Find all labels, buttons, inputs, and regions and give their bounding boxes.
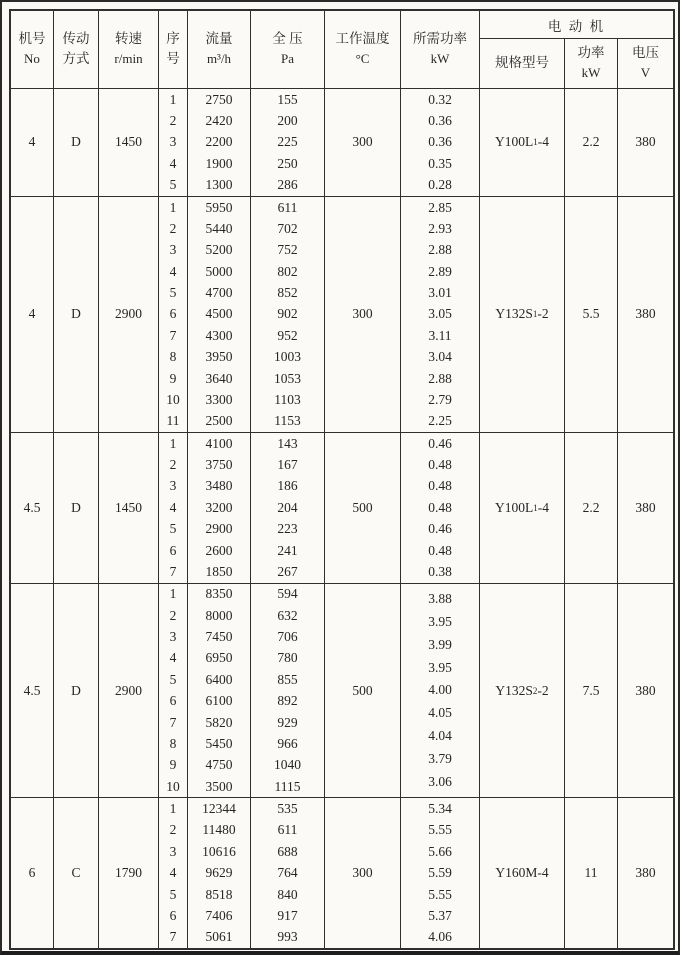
table-cell-value: 1 <box>169 199 177 215</box>
motor-model-base: Y160M <box>495 865 538 881</box>
table-cell-value: 241 <box>277 542 298 558</box>
power-column-staggered <box>401 584 480 798</box>
power-column <box>401 433 480 583</box>
table-cell-value: 6 <box>169 907 177 923</box>
table-cell-value: 1850 <box>205 563 233 579</box>
header-motor-model <box>480 39 565 88</box>
temp-cell: 500 <box>325 433 401 583</box>
header-label: 工作温度 <box>335 31 390 47</box>
table-cell-value: 702 <box>277 220 298 236</box>
machine-no-cell: 4.5 <box>11 584 54 798</box>
header-unit: Pa <box>281 51 294 67</box>
table-cell-value: 8 <box>169 349 177 365</box>
table-cell-value: 1053 <box>274 370 301 386</box>
table-cell-value: 1115 <box>274 778 301 794</box>
table-cell-value: 1900 <box>205 155 233 171</box>
table-cell-value: 8000 <box>205 607 233 623</box>
table-cell-value: 7450 <box>205 629 233 645</box>
speed-cell: 2900 <box>99 584 159 798</box>
header-unit: r/min <box>114 51 143 67</box>
table-cell-value: 5000 <box>205 263 233 279</box>
pressure-column <box>251 798 325 948</box>
temp-cell: 500 <box>325 584 401 798</box>
table-cell-value: 12344 <box>202 801 236 817</box>
table-cell-value: 3 <box>169 629 177 645</box>
table-cell-value: 4 <box>169 650 177 666</box>
speed-cell: 1790 <box>99 798 159 948</box>
table-cell-value: 5200 <box>205 242 233 258</box>
power-column <box>401 798 480 948</box>
table-cell-value: 2.79 <box>428 391 452 407</box>
motor-kw-cell: 2.2 <box>565 433 618 583</box>
header-unit: kW <box>581 65 601 81</box>
table-cell-value: 4100 <box>205 435 233 451</box>
header-machine-no <box>11 11 54 88</box>
table-cell-value: 0.46 <box>428 435 452 451</box>
table-cell-value: 952 <box>277 327 298 343</box>
voltage-cell: 380 <box>635 865 656 881</box>
header-unit: V <box>640 65 651 81</box>
seq-column <box>159 798 188 948</box>
table-cell-value: 10 <box>166 778 180 794</box>
table-cell-value: 3.01 <box>428 285 452 301</box>
table-cell-value: 5 <box>169 671 177 687</box>
voltage-cell: 380 <box>635 682 656 698</box>
motor-model-suffix: -4 <box>537 134 549 150</box>
table-cell-value: 11 <box>166 413 180 429</box>
table-cell-value: 0.36 <box>428 113 452 129</box>
voltage-cell: 380 <box>635 306 656 322</box>
table-cell-value: 1 <box>169 586 177 602</box>
table-cell-value: 5 <box>169 177 177 193</box>
table-cell-value: 917 <box>277 907 298 923</box>
table-cell-value: 0.46 <box>428 521 452 537</box>
pressure-column <box>251 433 325 583</box>
table-cell-value: 286 <box>277 177 298 193</box>
motor-model-cell <box>480 798 565 948</box>
header-unit: m³/h <box>206 51 232 67</box>
table-cell-value: 3.06 <box>428 774 452 790</box>
header-label: 转速 <box>115 31 142 47</box>
table-cell-value: 4300 <box>205 327 233 343</box>
flow-column <box>188 798 251 948</box>
drive-cell: D <box>54 197 99 432</box>
table-cell-value: 632 <box>277 607 298 623</box>
table-cell-value: 1003 <box>274 349 301 365</box>
table-cell-value: 852 <box>277 285 298 301</box>
table-cell-value: 780 <box>277 650 298 666</box>
table-cell-value: 10 <box>166 391 180 407</box>
header-drive-type <box>54 11 99 88</box>
table-cell-value: 5.55 <box>428 822 452 838</box>
table-cell-value: 2.85 <box>428 199 452 215</box>
header-motor-kw <box>565 39 618 88</box>
table-cell-value: 0.48 <box>428 499 452 515</box>
table-cell-value: 611 <box>277 199 298 215</box>
table-cell-value: 4.05 <box>428 705 452 721</box>
table-cell-value: 3750 <box>205 457 233 473</box>
table-cell-value: 2 <box>169 822 177 838</box>
table-cell-value: 966 <box>277 735 298 751</box>
table-cell-value: 4.04 <box>428 728 452 744</box>
drive-cell: D <box>54 584 99 798</box>
power-column <box>401 197 480 432</box>
header-label: 流量 <box>205 31 233 47</box>
table-cell-value: 802 <box>277 263 298 279</box>
machine-no-cell: 4.5 <box>11 433 54 583</box>
table-cell-value: 3 <box>169 478 177 494</box>
table-cell-value: 2420 <box>205 113 233 129</box>
table-cell-value: 1040 <box>274 757 301 773</box>
table-cell-value: 5820 <box>205 714 233 730</box>
table-cell-value: 155 <box>277 91 298 107</box>
table-cell-value: 6400 <box>205 671 233 687</box>
table-cell-value: 223 <box>277 521 298 537</box>
table-cell-value: 902 <box>277 306 298 322</box>
header-label: 功率 <box>577 45 605 61</box>
table-cell-value: 5440 <box>205 220 233 236</box>
voltage-cell: 380 <box>635 499 656 515</box>
table-cell-value: 0.48 <box>428 457 452 473</box>
motor-kw-cell: 7.5 <box>565 584 618 798</box>
table-cell-value: 2200 <box>205 134 233 150</box>
table-cell-value: 2 <box>169 457 177 473</box>
table-cell-value: 5.66 <box>428 843 452 859</box>
table-cell-value: 9 <box>169 757 177 773</box>
table-cell-value: 5.59 <box>428 865 452 881</box>
table-cell-value: 2.88 <box>428 370 452 386</box>
motor-model-suffix: -2 <box>537 682 549 698</box>
header-seq <box>159 11 188 88</box>
motor-kw-cell: 5.5 <box>565 197 618 432</box>
flow-column <box>188 197 251 432</box>
table-cell-value: 0.28 <box>428 177 452 193</box>
table-section-2 <box>11 196 673 432</box>
table-cell-value: 3 <box>169 843 177 859</box>
header-label: 电压 <box>632 45 659 61</box>
header-label: 全 压 <box>272 31 303 47</box>
table-cell-value: 3.88 <box>428 590 452 606</box>
pressure-column <box>251 197 325 432</box>
table-cell-value: 4 <box>169 263 177 279</box>
table-cell-value: 3480 <box>205 478 233 494</box>
table-cell-value: 0.48 <box>428 542 452 558</box>
table-cell-value: 2500 <box>205 413 233 429</box>
table-cell-value: 4 <box>169 865 177 881</box>
table-cell-value: 7 <box>169 327 177 343</box>
table-section-4 <box>11 583 673 798</box>
header-motor-group <box>480 11 673 88</box>
table-cell-value: 5.34 <box>428 801 452 817</box>
motor-kw-cell: 11 <box>565 798 618 948</box>
table-cell-value: 1300 <box>205 177 233 193</box>
header-label: 所需功率 <box>413 31 467 47</box>
table-cell-value: 4.06 <box>428 929 452 945</box>
table-cell-value: 143 <box>277 435 298 451</box>
motor-model-base: Y132S <box>495 306 533 322</box>
header-motor-subrow <box>480 39 673 88</box>
header-unit: °C <box>355 51 370 67</box>
table-section-3 <box>11 432 673 583</box>
table-cell-value: 2.89 <box>428 263 452 279</box>
seq-column <box>159 89 188 196</box>
table-body <box>11 89 673 948</box>
table-cell-value: 892 <box>277 693 298 709</box>
table-cell-value: 0.36 <box>428 134 452 150</box>
table-cell-value: 4 <box>169 155 177 171</box>
table-cell-value: 611 <box>277 822 298 838</box>
header-speed <box>99 11 159 88</box>
table-cell-value: 6 <box>169 542 177 558</box>
table-cell-value: 5 <box>169 285 177 301</box>
table-cell-value: 204 <box>277 499 298 515</box>
header-motor-title: 电 动 机 <box>480 11 673 39</box>
table-cell-value: 250 <box>277 155 298 171</box>
table-cell-value: 752 <box>277 242 298 258</box>
power-column <box>401 89 480 196</box>
table-cell-value: 6 <box>169 306 177 322</box>
table-cell-value: 2 <box>169 607 177 623</box>
table-cell-value: 3.95 <box>428 613 452 629</box>
temp-cell: 300 <box>325 89 401 196</box>
table-cell-value: 0.32 <box>428 91 452 107</box>
fan-spec-table <box>9 9 675 950</box>
table-cell-value: 2900 <box>205 521 233 537</box>
speed-cell: 1450 <box>99 433 159 583</box>
table-cell-value: 3950 <box>205 349 233 365</box>
table-cell-value: 929 <box>277 714 298 730</box>
machine-no-cell: 6 <box>11 798 54 948</box>
table-cell-value: 2.93 <box>428 220 452 236</box>
table-cell-value: 3.79 <box>428 751 452 767</box>
table-cell-value: 3 <box>169 134 177 150</box>
table-cell-value: 5.37 <box>428 907 452 923</box>
table-cell-value: 2 <box>169 113 177 129</box>
table-cell-value: 0.48 <box>428 478 452 494</box>
table-cell-value: 2 <box>169 220 177 236</box>
flow-column <box>188 584 251 798</box>
table-cell-value: 9629 <box>205 865 233 881</box>
table-cell-value: 3.95 <box>428 659 452 675</box>
header-label: 方式 <box>62 51 90 66</box>
machine-no-cell: 4 <box>11 197 54 432</box>
table-cell-value: 5.55 <box>428 886 452 902</box>
table-cell-value: 6950 <box>205 650 233 666</box>
table-cell-value: 8350 <box>205 586 233 602</box>
table-cell-value: 3 <box>169 242 177 258</box>
motor-model-base: Y100L <box>495 499 534 515</box>
table-cell-value: 2.25 <box>428 413 452 429</box>
header-unit: kW <box>430 51 450 67</box>
flow-column <box>188 433 251 583</box>
table-cell-value: 7 <box>169 929 177 945</box>
table-cell-value: 1 <box>169 435 177 451</box>
table-cell-value: 4750 <box>205 757 233 773</box>
motor-model-suffix: -4 <box>537 499 549 515</box>
header-label: 规格型号 <box>495 55 549 71</box>
table-cell-value: 1 <box>169 91 177 107</box>
table-header <box>11 11 673 89</box>
table-cell-value: 11480 <box>202 822 236 838</box>
table-cell-value: 167 <box>277 457 298 473</box>
temp-cell: 300 <box>325 197 401 432</box>
table-cell-value: 9 <box>169 370 177 386</box>
table-cell-value: 1153 <box>274 413 301 429</box>
speed-cell: 1450 <box>99 89 159 196</box>
table-cell-value: 267 <box>277 563 298 579</box>
table-cell-value: 7 <box>169 563 177 579</box>
table-cell-value: 8518 <box>205 886 233 902</box>
header-unit: No <box>24 51 40 67</box>
table-cell-value: 3300 <box>205 391 233 407</box>
header-label: 序 <box>166 31 180 47</box>
motor-model-cell: Y100L 1 -4 <box>480 433 565 583</box>
table-cell-value: 10616 <box>202 843 236 859</box>
table-cell-value: 993 <box>277 929 298 945</box>
table-cell-value: 225 <box>277 134 298 150</box>
temp-cell: 300 <box>325 798 401 948</box>
speed-cell: 2900 <box>99 197 159 432</box>
seq-column <box>159 197 188 432</box>
header-voltage <box>618 39 673 88</box>
header-required-power <box>401 11 480 88</box>
table-cell-value: 2750 <box>205 91 233 107</box>
header-pressure <box>251 11 325 88</box>
table-cell-value: 3.99 <box>428 636 452 652</box>
table-cell-value: 706 <box>277 629 298 645</box>
table-cell-value: 8 <box>169 735 177 751</box>
seq-column <box>159 584 188 798</box>
table-cell-value: 2600 <box>205 542 233 558</box>
table-cell-value: 5 <box>169 521 177 537</box>
table-cell-value: 5 <box>169 886 177 902</box>
table-cell-value: 5061 <box>205 929 233 945</box>
table-cell-value: 3.05 <box>428 306 452 322</box>
table-cell-value: 3500 <box>205 778 233 794</box>
drive-cell: D <box>54 89 99 196</box>
table-cell-value: 1103 <box>274 391 301 407</box>
table-cell-value: 7 <box>169 714 177 730</box>
table-cell-value: 7406 <box>205 907 233 923</box>
table-cell-value: 1 <box>169 801 177 817</box>
table-cell-value: 186 <box>277 478 298 494</box>
pressure-column <box>251 89 325 196</box>
table-cell-value: 6 <box>169 693 177 709</box>
table-cell-value: 4.00 <box>428 682 452 698</box>
motor-model-base: Y100L <box>495 134 534 150</box>
motor-model-base: Y132S <box>495 682 533 698</box>
table-cell-value: 200 <box>277 113 298 129</box>
table-cell-value: 3.11 <box>428 327 452 343</box>
voltage-cell: 380 <box>635 134 656 150</box>
flow-column <box>188 89 251 196</box>
seq-column <box>159 433 188 583</box>
motor-model-suffix: -4 <box>537 865 549 881</box>
table-cell-value: 4 <box>169 499 177 515</box>
header-label: 机号 <box>18 31 46 47</box>
motor-model-cell: Y132S 1 -2 <box>480 197 565 432</box>
motor-kw-cell: 2.2 <box>565 89 618 196</box>
table-cell-value: 855 <box>277 671 298 687</box>
drive-cell: D <box>54 433 99 583</box>
table-cell-value: 6100 <box>205 693 233 709</box>
table-cell-value: 5950 <box>205 199 233 215</box>
table-cell-value: 3.04 <box>428 349 452 365</box>
machine-no-cell: 4 <box>11 89 54 196</box>
table-cell-value: 764 <box>277 865 298 881</box>
table-section-1 <box>11 89 673 196</box>
table-cell-value: 4500 <box>205 306 233 322</box>
header-temp <box>325 11 401 88</box>
table-cell-value: 594 <box>277 586 298 602</box>
table-cell-value: 5450 <box>205 735 233 751</box>
motor-model-cell: Y100L 1 -4 <box>480 89 565 196</box>
table-section-5 <box>11 797 673 948</box>
header-flow <box>188 11 251 88</box>
table-cell-value: 688 <box>277 843 298 859</box>
pressure-column <box>251 584 325 798</box>
drive-cell: C <box>54 798 99 948</box>
motor-model-suffix: -2 <box>537 306 549 322</box>
table-cell-value: 3640 <box>205 370 233 386</box>
table-cell-value: 840 <box>277 886 298 902</box>
table-cell-value: 3200 <box>205 499 233 515</box>
table-cell-value: 0.38 <box>428 563 452 579</box>
table-cell-value: 535 <box>277 801 298 817</box>
header-label: 号 <box>166 51 180 66</box>
table-cell-value: 4700 <box>205 285 233 301</box>
table-cell-value: 2.88 <box>428 242 452 258</box>
table-cell-value: 0.35 <box>428 155 452 171</box>
header-label: 传动 <box>62 31 90 47</box>
motor-model-cell: Y132S 2 -2 <box>480 584 565 798</box>
